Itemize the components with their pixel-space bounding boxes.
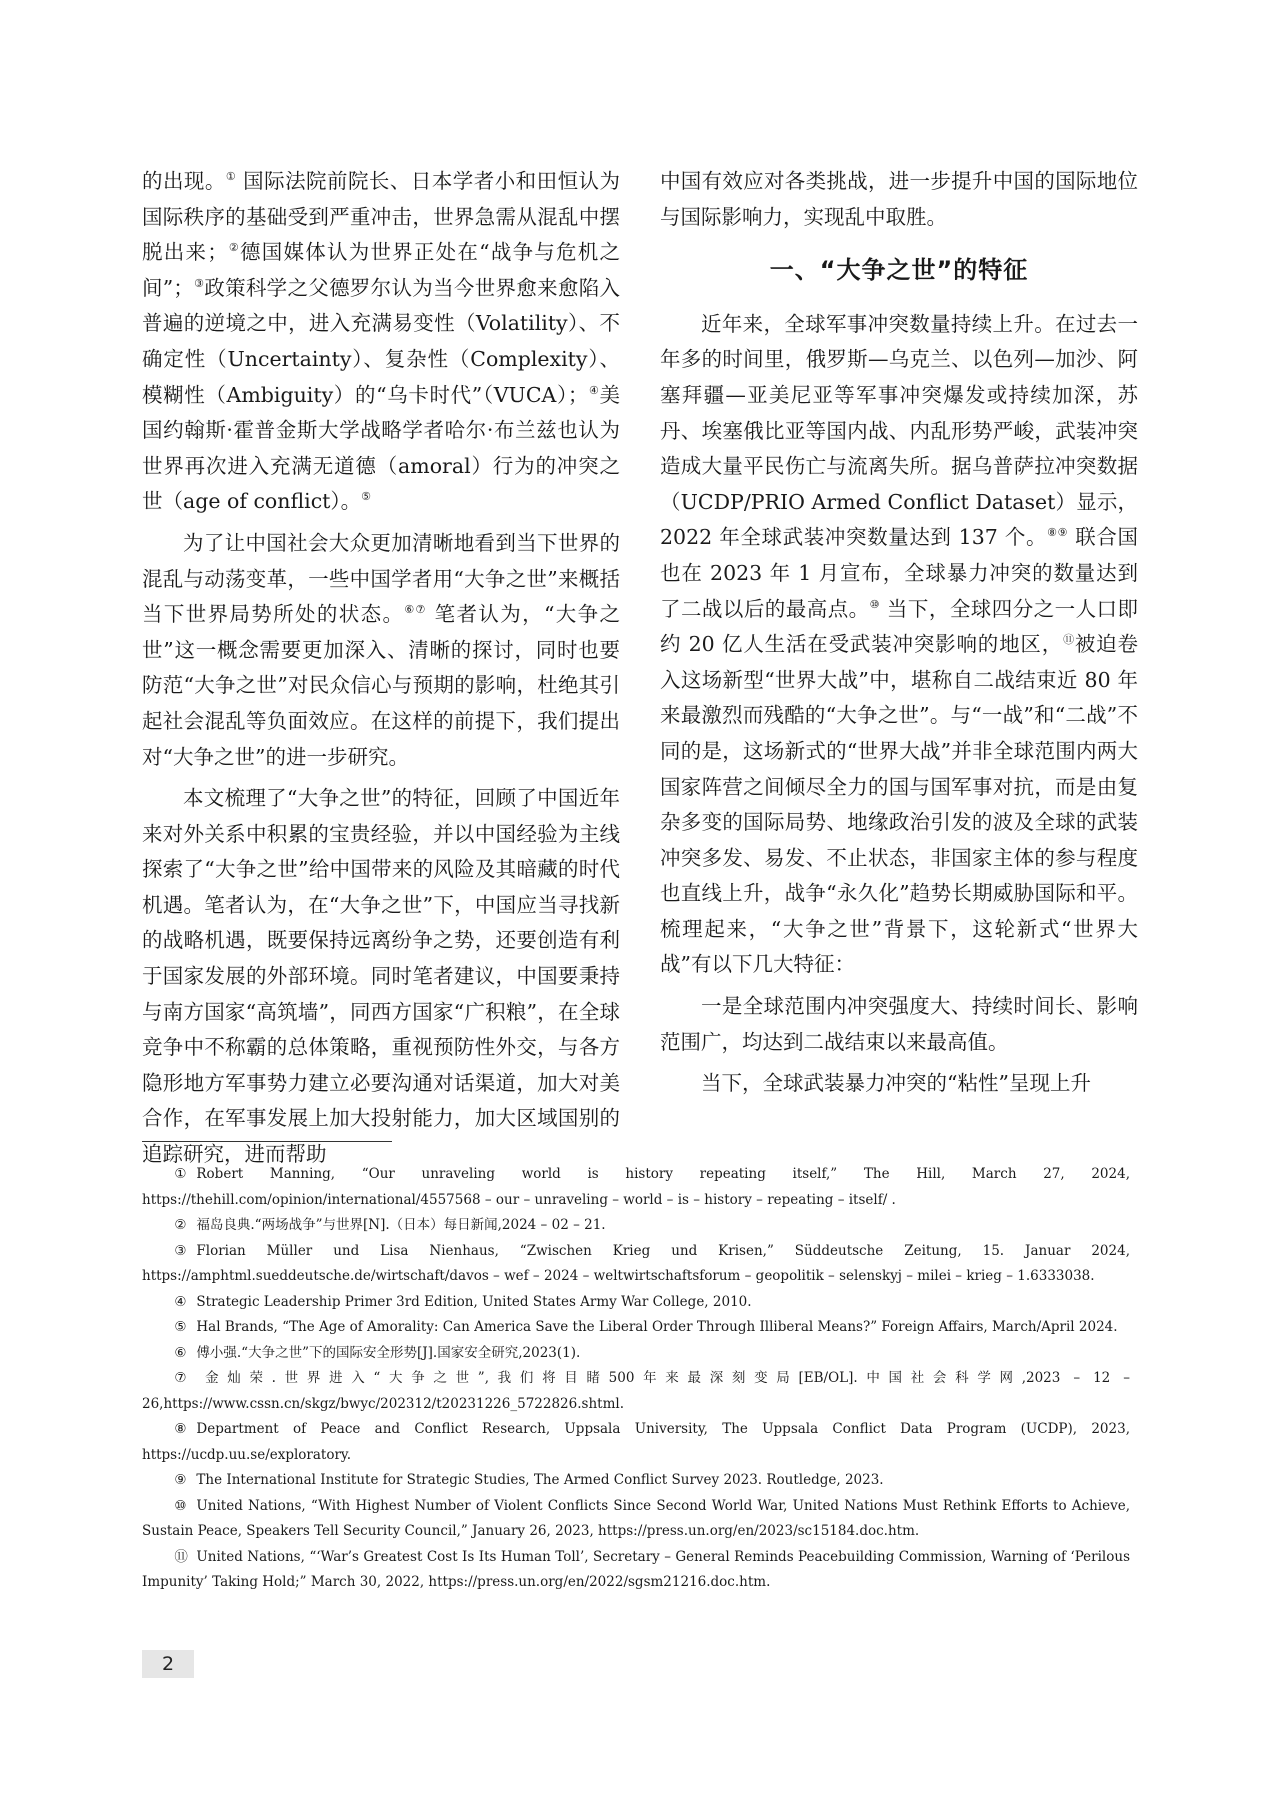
paragraph: 的出现。① 国际法院前院长、日本学者小和田恒认为国际秩序的基础受到严重冲击，世界急需从混乱中摆脱出来；②德国媒体认为世界正处在“战争与危机之间”；③政策科学之父德罗尔认为当今世界愈来愈陷入普遍的逆境之中，进入充满易变性（Volatility）、不确定性（Uncertainty）、复杂性（Complexity）、模糊性（Ambiguity）的“乌卡时代”（VUCA）；④美国约翰斯·霍普金斯大学战略学者哈尔·布兰兹也认为世界再次进入充满无道德（amoral）行为的冲突之世（age of conflict）。⑤ bbox=[142, 169, 621, 514]
footnote-ref: ④ bbox=[588, 383, 600, 397]
footnote-divider bbox=[142, 1141, 392, 1142]
footnote: ④ Strategic Leadership Primer 3rd Edition, United States Army War College, 2010. bbox=[174, 1293, 752, 1310]
paragraph: 本文梳理了“大争之世”的特征，回顾了中国近年来对外关系中积累的宝贵经验，并以中国经验为主线探索了“大争之世”给中国带来的风险及其暗藏的时代机遇。笔者认为，在“大争之世”下，中国应当寻找新的战略机遇，既要保持远离纷争之势，还要创造有利于国家发展的外部环境。同时笔者建议，中国要秉持与南方国家“高筑墙”，同西方国家“广积粮”，在全球竞争中不称霸的总体策略，重视预防性外交，与各方隐形地方军事势力建立必要沟通对话渠道，加大对美合作，在军事发展上加大投射能力，加大区域国别的追踪研究，进而帮助 bbox=[142, 786, 620, 1167]
paragraph: 一是全球范围内冲突强度大、持续时间长、影响范围广，均达到二战结束以来最高值。 bbox=[660, 994, 1138, 1054]
footnote-ref: ⑤ bbox=[361, 490, 372, 504]
footnote: ⑥ 傅小强.“大争之世”下的国际安全形势[J].国家安全研究,2023(1). bbox=[174, 1344, 581, 1361]
paragraph: 中国有效应对各类挑战，进一步提升中国的国际地位与国际影响力，实现乱中取胜。 bbox=[660, 169, 1138, 229]
footnote-ref: ② bbox=[227, 241, 241, 255]
footnotes bbox=[142, 1162, 1130, 1596]
footnote: ⑧ Department of Peace and Conflict Research, Uppsala University, The Uppsala Conflict Data Program (UCDP), 2023, https://ucdp.uu.se/exploratory. bbox=[142, 1421, 1130, 1463]
footnote: ⑦ 金灿荣.世界进入“大争之世”,我们将目睹500年来最深刻变局[EB/OL].中国社会科学网,2023 – 12 – 26,https://www.cssn.cn/skgz/bwyc/202312/t20231226_5722826.shtml. bbox=[142, 1370, 1130, 1412]
footnote: ② 福岛良典.“两场战争”与世界[N].（日本）每日新闻,2024 – 02 – 21. bbox=[174, 1217, 606, 1233]
paragraph: 近年来，全球军事冲突数量持续上升。在过去一年多的时间里，俄罗斯—乌克兰、以色列—加沙、阿塞拜疆—亚美尼亚等军事冲突爆发或持续加深，苏丹、埃塞俄比亚等国内战、内乱形势严峻，武装冲突造成大量平民伤亡与流离失所。据乌普萨拉冲突数据（UCDP/PRIO Armed Conflict Dataset）显示，2022 年全球武装冲突数量达到 137 个。⑧⑨ 联合国也在 2023 年 1 月宣布，全球暴力冲突的数量达到了二战以后的最高点。⑩ 当下，全球四分之一人口即约 20 亿人生活在受武装冲突影响的地区，⑪被迫卷入这场新型“世界大战”中，堪称自二战结束近 80 年来最激烈而残酷的“大争之世”。与“一战”和“二战”不同的是，这场新式的“世界大战”并非全球范围内两大国家阵营之间倾尽全力的国与国军事对抗，而是由复杂多变的国际局势、地缘政治引发的波及全球的武装冲突多发、易发、不止状态，非国家主体的参与程度也直线上升，战争“永久化”趋势长期威胁国际和平。梳理起来，“大争之世”背景下，这轮新式“世界大战”有以下几大特征： bbox=[660, 311, 1139, 977]
footnote: ⑪ United Nations, “‘War’s Greatest Cost Is Its Human Toll’, Secretary – General Reminds Peacebuilding Commission, Warning of ‘Perilous Impunity’ Taking Hold;” March 30, 2022, https://press.un.org/en/2022/sgsm21216.doc.htm. bbox=[142, 1548, 1130, 1590]
footnote-ref: ⑧⑨ bbox=[1047, 526, 1069, 540]
left-column bbox=[142, 164, 620, 1179]
page-number: 2 bbox=[142, 1650, 194, 1678]
footnote-ref: ③ bbox=[193, 276, 205, 290]
right-column bbox=[660, 164, 1138, 1108]
section-heading: 一、“大争之世”的特征 bbox=[769, 256, 1029, 285]
paragraph: 当下，全球武装暴力冲突的“粘性”呈现上升 bbox=[701, 1071, 1091, 1096]
footnote-ref: ⑪ bbox=[1063, 633, 1075, 647]
footnote-ref: ① bbox=[225, 170, 237, 184]
footnote: ⑤ Hal Brands, “The Age of Amorality: Can America Save the Liberal Order Through Illiberal Means?” Foreign Affairs, March/April 2024. bbox=[174, 1319, 1118, 1335]
footnote: ⑩ United Nations, “With Highest Number of Violent Conflicts Since Second World War, United Nations Must Rethink Efforts to Achieve, Sustain Peace, Speakers Tell Security Council,” January 26, 2023, https://press.un.org/en/2023/sc15184.doc.htm. bbox=[142, 1497, 1130, 1539]
footnote-ref: ⑥⑦ bbox=[404, 603, 427, 617]
footnote: ① Robert Manning, “Our unraveling world is history repeating itself,” The Hill, March 27, 2024, https://thehill.com/opinion/international/4557568 – our – unraveling – world – is – history – repeating – itself/ . bbox=[142, 1166, 1130, 1208]
paragraph: 为了让中国社会大众更加清晰地看到当下世界的混乱与动荡变革，一些中国学者用“大争之世”来概括当下世界局势所处的状态。⑥⑦ 笔者认为，“大争之世”这一概念需要更加深入、清晰的探讨，同时也要防范“大争之世”对民众信心与预期的影响，杜绝其引起社会混乱等负面效应。在这样的前提下，我们提出对“大争之世”的进一步研究。 bbox=[142, 530, 620, 769]
footnote-ref: ⑩ bbox=[869, 597, 880, 611]
footnote: ③ Florian Müller und Lisa Nienhaus, “Zwischen Krieg und Krisen,” Süddeutsche Zeitung, 15. Januar 2024, https://amphtml.sueddeutsche.de/wirtschaft/davos – wef – 2024 – weltwirtschaftsforum – geopolitik – selenskyj – milei – krieg – 1.6333038. bbox=[142, 1242, 1130, 1284]
footnote: ⑨ The International Institute for Strategic Studies, The Armed Conflict Survey 2023. Routledge, 2023. bbox=[174, 1472, 884, 1488]
